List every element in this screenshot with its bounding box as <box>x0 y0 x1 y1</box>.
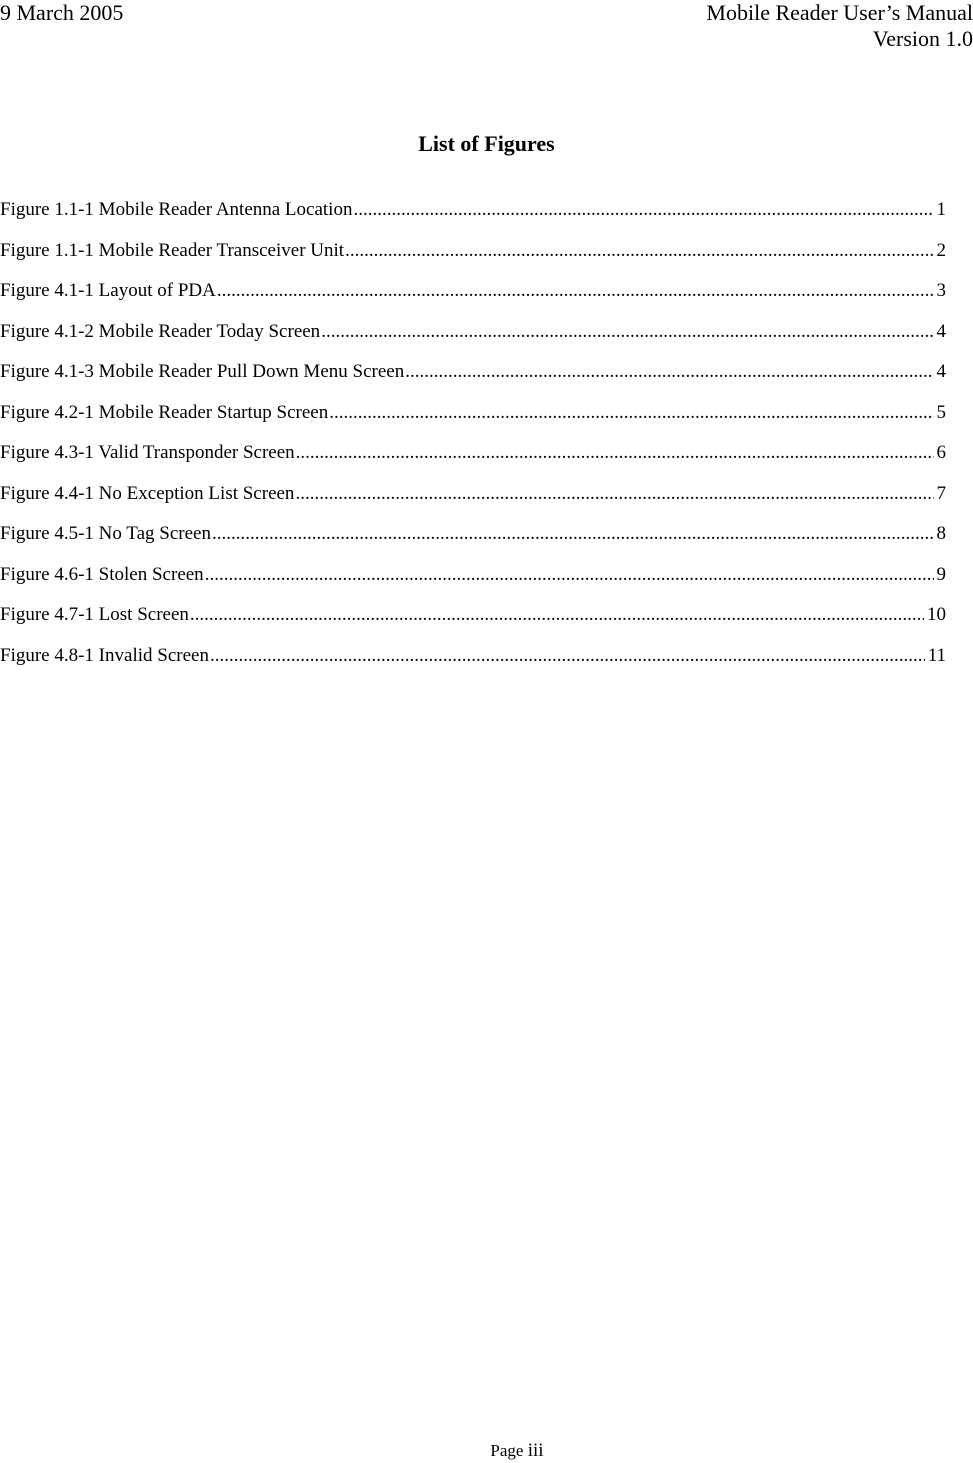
toc-entry-label: Figure 1.1-1 Mobile Reader Antenna Location <box>0 199 353 220</box>
page-footer <box>0 1439 973 1463</box>
toc-entry-label: Figure 1.1-1 Mobile Reader Transceiver Unit <box>0 239 345 261</box>
toc-dot-leader <box>217 277 934 305</box>
toc-entry-label: Figure 4.4-1 No Exception List Screen <box>0 482 295 504</box>
toc-dot-leader <box>205 561 934 589</box>
footer-page-word: Page <box>490 1441 524 1460</box>
toc-entry-page: 10 <box>927 604 946 625</box>
toc-entry-page: 4 <box>936 320 946 342</box>
toc-entry-page: 5 <box>936 401 946 423</box>
toc-entry-page: 1 <box>936 199 946 220</box>
toc-entry-label: Figure 4.8-1 Invalid Screen <box>0 644 209 666</box>
toc-entry[interactable] <box>0 318 946 359</box>
toc-dot-leader <box>329 399 933 427</box>
header-document-title: Mobile Reader User’s Manual <box>706 0 973 25</box>
page-title: List of Figures <box>418 131 555 156</box>
toc-entry[interactable] <box>0 237 946 278</box>
toc-entry-page: 3 <box>936 280 946 301</box>
toc-dot-leader <box>190 601 924 629</box>
toc-entry[interactable] <box>0 601 946 642</box>
toc-entry[interactable] <box>0 561 946 602</box>
footer-page-number: iii <box>527 1440 544 1461</box>
toc-dot-leader <box>353 196 933 224</box>
toc-dot-leader <box>210 642 925 670</box>
toc-entry[interactable] <box>0 642 946 683</box>
toc-entry-page: 4 <box>936 361 946 382</box>
toc-dot-leader <box>212 520 934 548</box>
header-version: Version 1.0 <box>872 26 973 51</box>
toc-entry[interactable] <box>0 277 946 318</box>
toc-entry-label: Figure 4.6-1 Stolen Screen <box>0 563 204 585</box>
toc-entry[interactable] <box>0 480 946 521</box>
toc-dot-leader <box>295 480 933 508</box>
toc-entry-label: Figure 4.1-3 Mobile Reader Pull Down Menu Screen <box>0 361 405 382</box>
toc-entry[interactable] <box>0 358 946 399</box>
toc-entry-page: 2 <box>936 239 946 261</box>
toc-entry-page: 7 <box>936 482 946 504</box>
header-date: 9 March 2005 <box>0 0 124 25</box>
toc-entry-label: Figure 4.2-1 Mobile Reader Startup Screen <box>0 401 329 423</box>
toc-entry-label: Figure 4.7-1 Lost Screen <box>0 604 189 625</box>
list-of-figures <box>0 196 946 682</box>
toc-entry[interactable] <box>0 439 946 480</box>
toc-dot-leader <box>321 318 933 346</box>
toc-entry-page: 9 <box>936 563 946 585</box>
toc-dot-leader <box>296 439 934 467</box>
toc-dot-leader <box>405 358 933 386</box>
toc-entry-label: Figure 4.1-1 Layout of PDA <box>0 280 216 301</box>
toc-entry-label: Figure 4.5-1 No Tag Screen <box>0 523 211 544</box>
toc-entry-page: 11 <box>927 644 946 666</box>
toc-dot-leader <box>345 237 933 265</box>
toc-entry-page: 6 <box>936 442 946 463</box>
toc-entry-label: Figure 4.3-1 Valid Transponder Screen <box>0 442 295 463</box>
header-document-info <box>706 0 973 52</box>
toc-entry-label: Figure 4.1-2 Mobile Reader Today Screen <box>0 320 321 342</box>
toc-entry-page: 8 <box>936 523 946 544</box>
toc-entry[interactable] <box>0 399 946 440</box>
toc-entry[interactable] <box>0 196 946 237</box>
toc-entry[interactable] <box>0 520 946 561</box>
